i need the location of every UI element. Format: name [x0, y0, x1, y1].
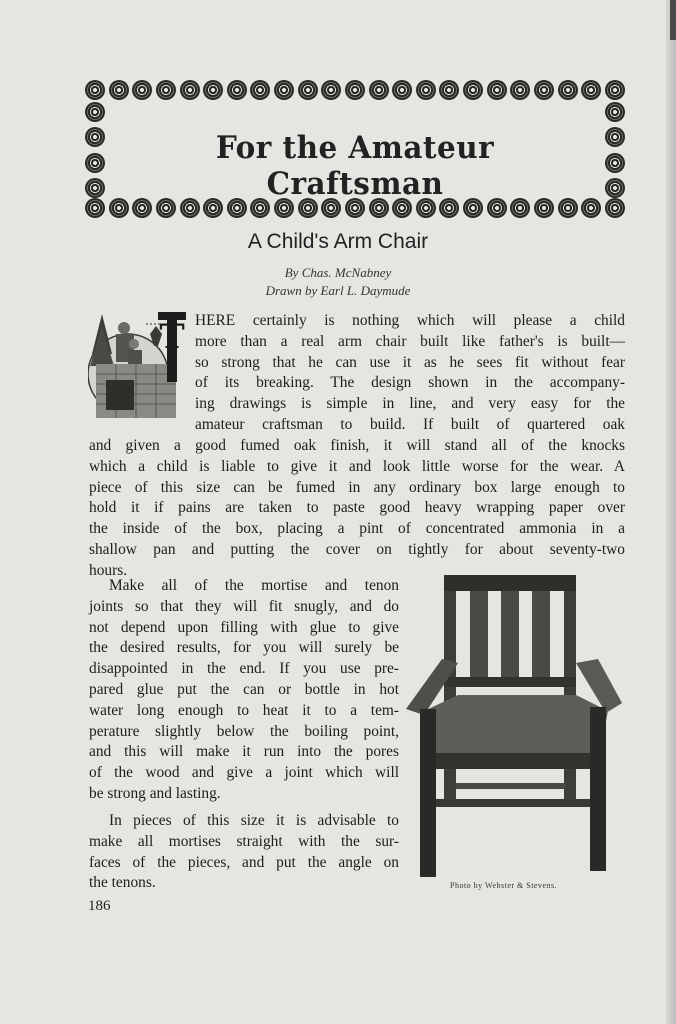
text-line: more than a real arm chair built like father's is built—	[195, 332, 625, 350]
article-title: A Child's Arm Chair	[247, 230, 429, 253]
rosette-ornament	[203, 80, 223, 100]
rosette-border-top	[85, 80, 625, 100]
text-line: the desired results, for you will surely be	[89, 639, 399, 657]
text-line: so strong that he can use it as he sees fit without fear	[195, 353, 625, 371]
rosette-ornament	[85, 127, 105, 147]
rosette-ornament	[605, 178, 625, 198]
text-line: of the wood and give a joint which will	[89, 764, 399, 782]
text-line: the inside of the box, placing a pint of concentrated ammonia in a	[89, 520, 625, 538]
text-line: Make all of the mortise and tenon	[109, 577, 399, 594]
text-line: pared glue put the can or bottle in hot	[89, 680, 399, 698]
text-line: ing drawings is simple in line, and very easy for the	[195, 395, 625, 413]
text-line: shallow pan and putting the cover on tightly for about seventy-two	[89, 540, 625, 558]
text-line: HERE certainly is nothing which will please a child	[195, 312, 625, 329]
header-banner	[85, 80, 625, 220]
rosette-ornament	[463, 80, 483, 100]
rosette-ornament	[605, 127, 625, 147]
rosette-ornament	[85, 153, 105, 173]
page-edge	[666, 0, 676, 1024]
rosette-ornament	[321, 80, 341, 100]
author-byline: By Chas. McNabney	[284, 265, 392, 280]
text-line: water long enough to heat it to a tem-	[89, 701, 399, 719]
rosette-ornament	[416, 80, 436, 100]
text-line: amateur craftsman to build. If built of quartered oak	[195, 415, 625, 433]
text-line: joints so that they will fit snugly, and do	[89, 597, 399, 615]
rosette-ornament	[227, 80, 247, 100]
rosette-ornament	[156, 80, 176, 100]
rosette-ornament	[274, 80, 294, 100]
banner-title: For the Amateur Craftsman	[215, 130, 495, 202]
rosette-ornament	[369, 80, 389, 100]
drop-cap-illustration	[88, 304, 186, 422]
page-fold	[670, 0, 676, 40]
rosette-ornament	[109, 80, 129, 100]
rosette-ornament	[558, 80, 578, 100]
rosette-ornament	[345, 80, 365, 100]
artist-byline: Drawn by Earl L. Daymude	[265, 283, 411, 298]
rosette-ornament	[534, 80, 554, 100]
rosette-ornament	[605, 102, 625, 122]
rosette-ornament	[85, 80, 105, 100]
text-line: not depend upon filling with glue to give	[89, 618, 399, 636]
text-line: hours.	[89, 561, 128, 579]
paragraph-1	[195, 311, 625, 436]
text-line: disappointed in the end. If you use pre-	[89, 660, 399, 678]
text-line: which a child is liable to give it and look little worse for the wear. A	[89, 457, 625, 475]
rosette-ornament	[487, 80, 507, 100]
text-line: faces of the pieces, and put the angle on	[89, 853, 399, 871]
text-line: the tenons.	[89, 874, 156, 892]
chair-photograph	[402, 573, 624, 879]
text-line: make all mortises straight with the sur-	[89, 832, 399, 850]
rosette-ornament	[132, 80, 152, 100]
photo-credit: Photo by Webster & Stevens.	[450, 881, 558, 890]
rosette-ornament	[250, 80, 270, 100]
rosette-ornament	[581, 80, 601, 100]
rosette-ornament	[392, 80, 412, 100]
page-number: 186	[88, 898, 111, 914]
rosette-ornament	[298, 80, 318, 100]
text-line: piece of this size can be fumed in any ordinary box large enough to	[89, 478, 625, 496]
paragraph-2	[89, 576, 399, 805]
rosette-border-left	[85, 102, 105, 198]
text-line: of its breaking. The design shown in the accompany-	[195, 374, 625, 392]
rosette-ornament	[85, 102, 105, 122]
rosette-ornament	[439, 80, 459, 100]
rosette-ornament	[85, 198, 105, 218]
text-line: hold it if pains are taken to paste good heavy wrapping paper over	[89, 499, 625, 517]
rosette-ornament	[605, 198, 625, 218]
text-line: and given a good fumed oak finish, it will stand all of the knocks	[89, 437, 625, 454]
text-line: and this will make it run into the pores	[89, 743, 399, 761]
rosette-ornament	[85, 178, 105, 198]
text-line: be strong and lasting.	[89, 784, 221, 802]
paragraph-1-continued	[89, 436, 625, 582]
rosette-ornament	[180, 80, 200, 100]
drop-cap-letter: T	[159, 317, 185, 357]
paragraph-3	[89, 811, 399, 894]
text-line: perature slightly below the boiling point,	[89, 722, 399, 740]
rosette-ornament	[605, 153, 625, 173]
rosette-border-right	[605, 102, 625, 198]
text-line: In pieces of this size it is advisable to	[109, 812, 399, 829]
rosette-ornament	[605, 80, 625, 100]
rosette-ornament	[510, 80, 530, 100]
